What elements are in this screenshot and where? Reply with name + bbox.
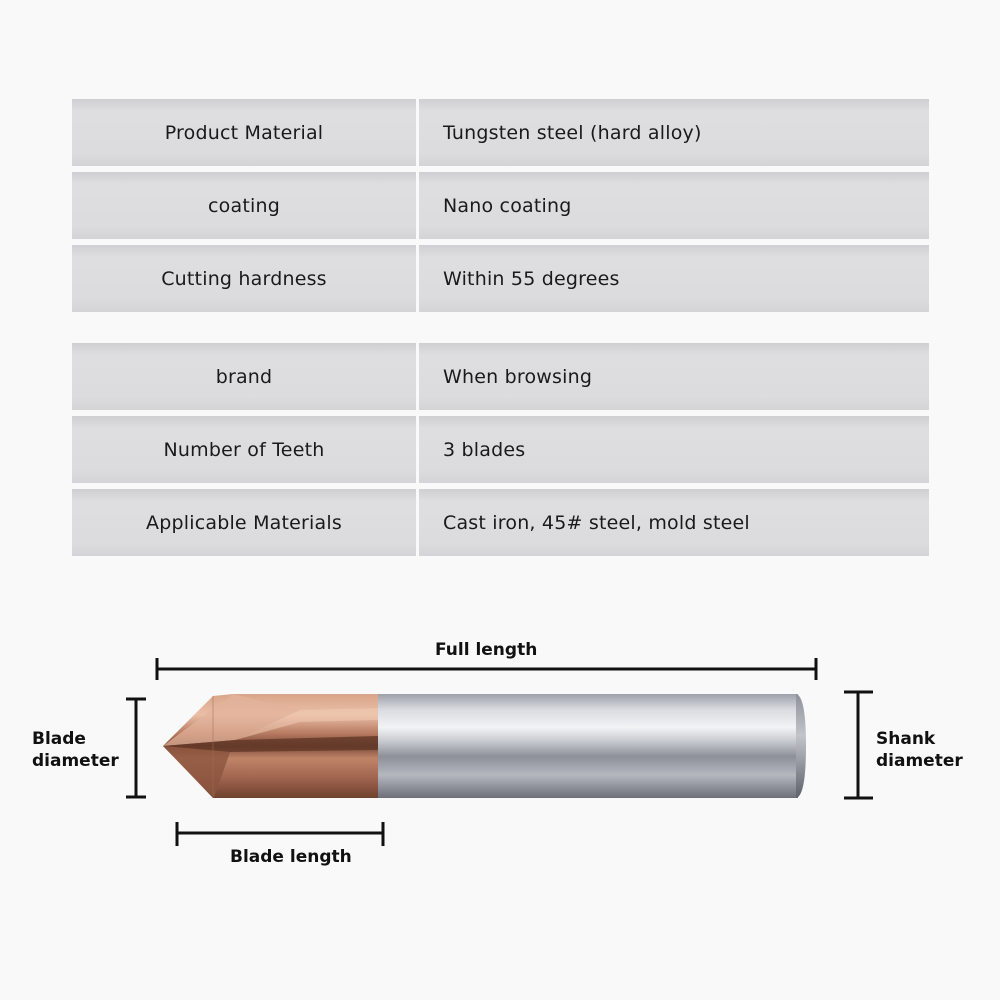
spec-value: Cast iron, 45# steel, mold steel <box>419 489 929 556</box>
spec-label: Applicable Materials <box>72 489 416 556</box>
spec-label: Cutting hardness <box>72 245 416 312</box>
cutting-head <box>163 694 378 798</box>
spec-value: 3 blades <box>419 416 929 483</box>
shank-diameter-label-line2: diameter <box>876 751 963 771</box>
spec-value: When browsing <box>419 343 929 410</box>
blade-diameter-label <box>32 728 119 772</box>
spec-table <box>72 99 929 556</box>
spec-row <box>72 489 929 556</box>
spec-row <box>72 416 929 483</box>
spec-label: Number of Teeth <box>72 416 416 483</box>
shank-diameter-dimension <box>844 692 873 798</box>
shank-diameter-label-line1: Shank <box>876 729 936 749</box>
spec-value: Nano coating <box>419 172 929 239</box>
spec-row <box>72 245 929 312</box>
spec-label: Product Material <box>72 99 416 166</box>
spec-row <box>72 343 929 410</box>
shank-diameter-label <box>876 728 963 772</box>
blade-diameter-dimension <box>126 699 146 797</box>
spec-row <box>72 99 929 166</box>
blade-length-dimension <box>177 822 383 846</box>
spec-label: coating <box>72 172 416 239</box>
full-length-dimension <box>157 658 816 680</box>
tool-diagram <box>0 600 1000 900</box>
spec-value: Tungsten steel (hard alloy) <box>419 99 929 166</box>
shank <box>374 694 806 798</box>
blade-diameter-label-line1: Blade <box>32 729 86 749</box>
blade-length-label: Blade length <box>230 847 352 867</box>
blade-diameter-label-line2: diameter <box>32 751 119 771</box>
spec-value: Within 55 degrees <box>419 245 929 312</box>
full-length-label: Full length <box>435 640 538 660</box>
spec-row <box>72 172 929 239</box>
spec-label: brand <box>72 343 416 410</box>
